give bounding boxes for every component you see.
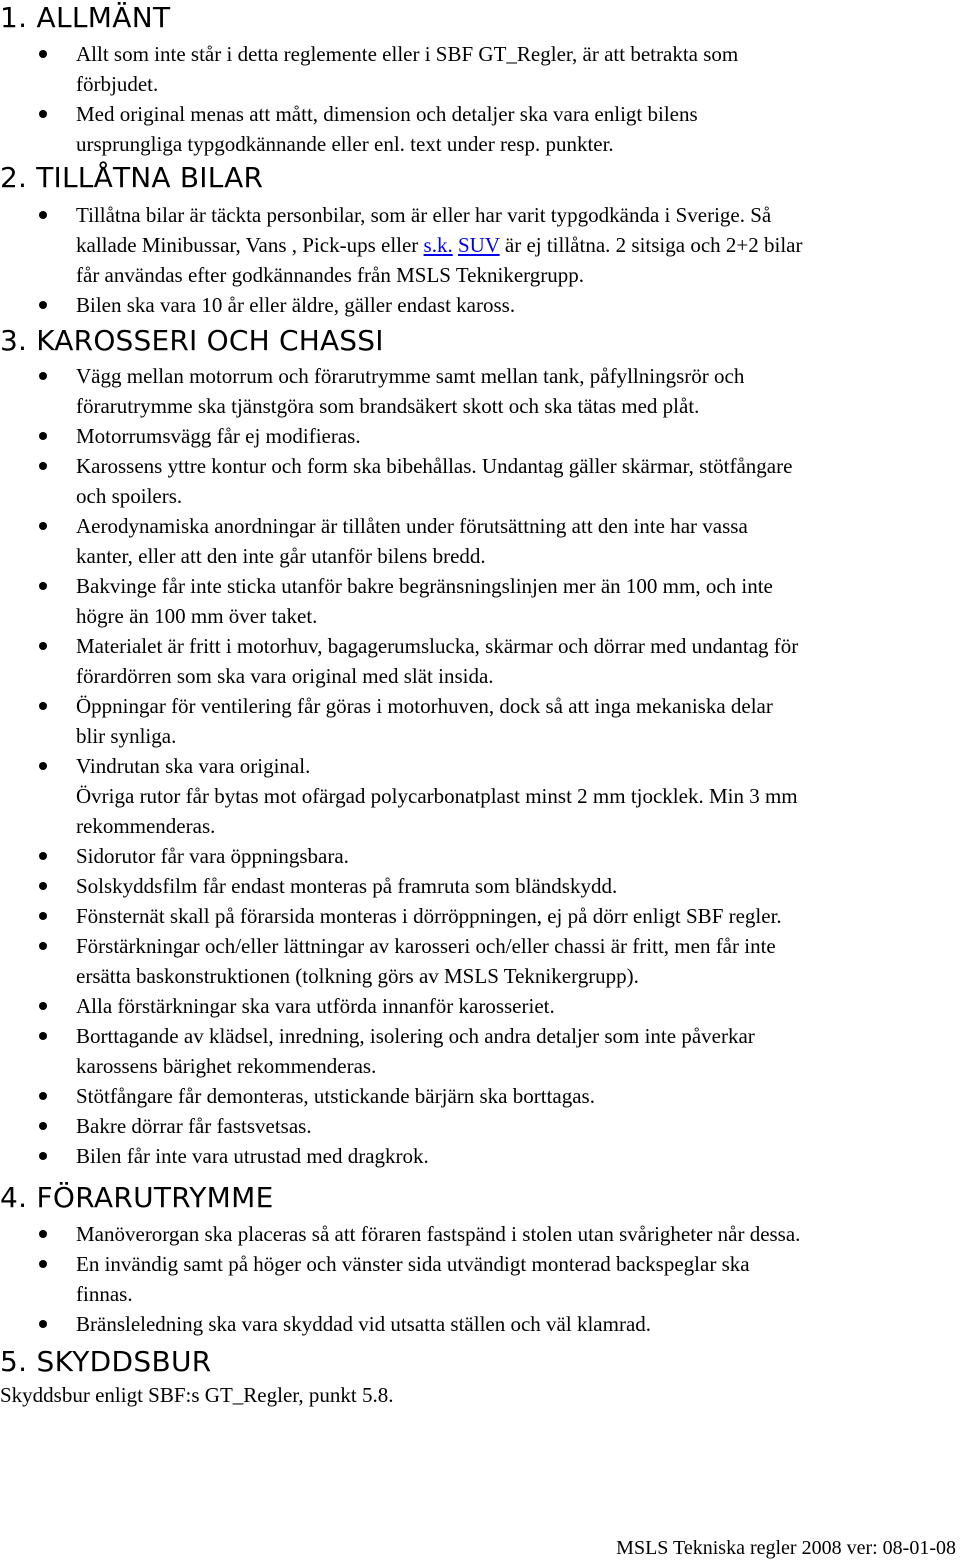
section-title: KAROSSERI OCH CHASSI: [36, 324, 384, 357]
bullet-icon: [39, 522, 47, 530]
suv-link[interactable]: SUV: [457, 233, 500, 257]
bullet-icon: [39, 462, 47, 470]
section-title: SKYDDSBUR: [36, 1345, 212, 1378]
bullet-icon: [39, 110, 47, 118]
list-item: Vindrutan ska vara original. Övriga rutor får bytas mot ofärgad polycarbonatplast minst 2 mm tjocklek. Min 3 mm rekommenderas.: [0, 751, 960, 841]
section-number: 1.: [0, 1, 28, 34]
list-item: Stötfångare får demonteras, utstickande bärjärn ska borttagas.: [0, 1081, 960, 1111]
list-item: Allt som inte står i detta reglemente eller i SBF GT_Regler, är att betrakta som förbjudet.: [0, 39, 960, 99]
bullet-icon: [39, 942, 47, 950]
section-2-list: [0, 200, 960, 320]
bullet-icon: [39, 642, 47, 650]
list-item: Öppningar för ventilering får göras i motorhuven, dock så att inga mekaniska delar blir synliga.: [0, 691, 960, 751]
list-item: Solskyddsfilm får endast monteras på framruta som bländskydd.: [0, 871, 960, 901]
bullet-icon: [39, 1032, 47, 1040]
section-3-list: [0, 361, 960, 1171]
section-number: 3.: [0, 324, 28, 357]
list-item: Karossens yttre kontur och form ska bibehållas. Undantag gäller skärmar, stötfångare och spoilers.: [0, 451, 960, 511]
list-item: Borttagande av klädsel, inredning, isolering och andra detaljer som inte påverkar karossens bärighet rekommenderas.: [0, 1021, 960, 1081]
bullet-icon: [39, 1122, 47, 1130]
list-item: Materialet är fritt i motorhuv, bagagerumslucka, skärmar och dörrar med undantag för förardörren som ska vara original med slät insida.: [0, 631, 960, 691]
bullet-icon: [39, 702, 47, 710]
section-5-text: Skyddsbur enligt SBF:s GT_Regler, punkt 5.8.: [0, 1383, 394, 1407]
section-4-heading: [0, 1182, 274, 1214]
list-item: Bilen ska vara 10 år eller äldre, gäller endast kaross.: [0, 290, 960, 320]
section-3-heading: [0, 325, 384, 357]
section-4-list: [0, 1219, 960, 1339]
list-item: Med original menas att mått, dimension och detaljer ska vara enligt bilens ursprungliga typgodkännande eller enl. text under resp. punkter.: [0, 99, 960, 159]
list-item: Fönsternät skall på förarsida monteras i dörröppningen, ej på dörr enligt SBF regler.: [0, 901, 960, 931]
list-item: Alla förstärkningar ska vara utförda innanför karosseriet.: [0, 991, 960, 1021]
bullet-icon: [39, 1152, 47, 1160]
bullet-icon: [39, 1092, 47, 1100]
bullet-icon: [39, 211, 47, 219]
list-item: En invändig samt på höger och vänster sida utvändigt monterad backspeglar ska finnas.: [0, 1249, 960, 1309]
list-item: Bakvinge får inte sticka utanför bakre begränsningslinjen mer än 100 mm, och inte högre än 100 mm över taket.: [0, 571, 960, 631]
bullet-icon: [39, 432, 47, 440]
bullet-icon: [39, 1002, 47, 1010]
sk-link[interactable]: s.k.: [423, 233, 453, 257]
bullet-icon: [39, 1320, 47, 1328]
bullet-icon: [39, 762, 47, 770]
list-item: Vägg mellan motorrum och förarutrymme samt mellan tank, påfyllningsrör och förarutrymme ska tjänstgöra som brandsäkert skott och ska tätas med plåt.: [0, 361, 960, 421]
section-number: 2.: [0, 161, 28, 194]
list-item: Sidorutor får vara öppningsbara.: [0, 841, 960, 871]
page-footer: MSLS Tekniska regler 2008 ver: 08-01-08: [616, 1537, 956, 1559]
list-item: Förstärkningar och/eller lättningar av karosseri och/eller chassi är fritt, men får inte ersätta baskonstruktionen (tolkning görs av MSLS Teknikergrupp).: [0, 931, 960, 991]
bullet-icon: [39, 882, 47, 890]
section-title: ALLMÄNT: [36, 1, 171, 34]
list-item: Aerodynamiska anordningar är tillåten under förutsättning att den inte har vassa kanter, eller att den inte går utanför bilens bredd.: [0, 511, 960, 571]
bullet-icon: [39, 301, 47, 309]
section-title: TILLÅTNA BILAR: [36, 161, 264, 194]
section-1-heading: [0, 2, 170, 34]
section-2-heading: [0, 162, 263, 194]
list-item: Tillåtna bilar är täckta personbilar, som är eller har varit typgodkända i Sverige. Så kallade Minibussar, Vans , Pick-ups eller s.k. SUV är ej tillåtna. 2 sitsiga och 2+2 bilar får användas efter godkännandes från MSLS Teknikergrupp.: [0, 200, 960, 290]
section-5-heading: [0, 1346, 212, 1378]
bullet-icon: [39, 912, 47, 920]
list-item: Bränsleledning ska vara skyddad vid utsatta ställen och väl klamrad.: [0, 1309, 960, 1339]
bullet-icon: [39, 582, 47, 590]
bullet-icon: [39, 1260, 47, 1268]
section-number: 5.: [0, 1345, 28, 1378]
bullet-icon: [39, 50, 47, 58]
bullet-icon: [39, 372, 47, 380]
list-item: Motorrumsvägg får ej modifieras.: [0, 421, 960, 451]
section-title: FÖRARUTRYMME: [36, 1181, 274, 1214]
section-number: 4.: [0, 1181, 28, 1214]
bullet-icon: [39, 1230, 47, 1238]
list-item: Bakre dörrar får fastsvetsas.: [0, 1111, 960, 1141]
section-1-list: [0, 39, 960, 159]
list-item: Bilen får inte vara utrustad med dragkrok.: [0, 1141, 960, 1171]
bullet-icon: [39, 852, 47, 860]
list-item: Manöverorgan ska placeras så att föraren fastspänd i stolen utan svårigheter når dessa.: [0, 1219, 960, 1249]
